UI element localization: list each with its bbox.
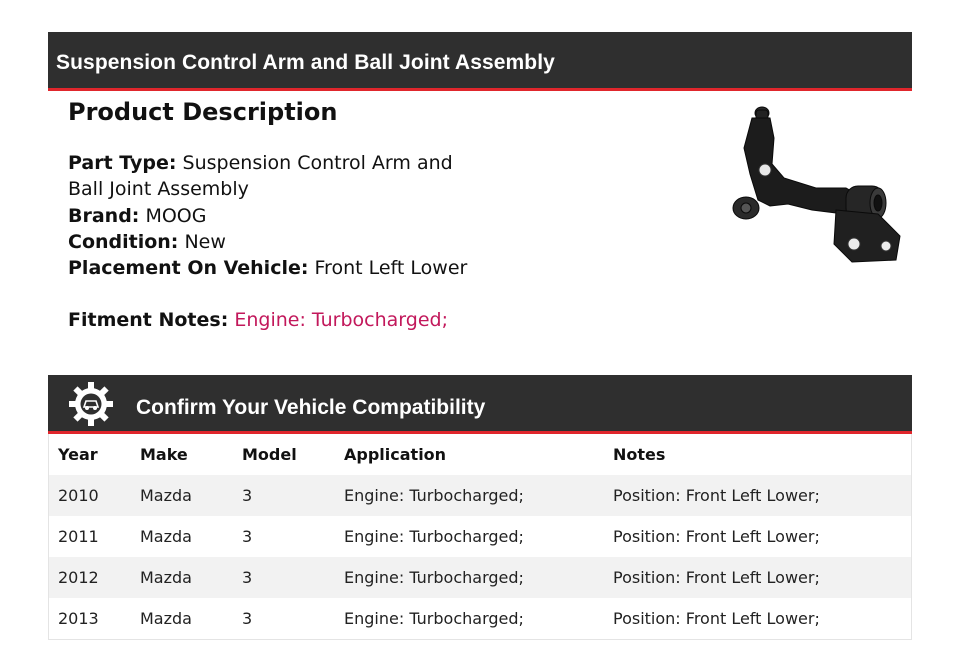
cell-notes: Position: Front Left Lower; xyxy=(604,475,912,516)
cell-year: 2012 xyxy=(49,557,132,598)
col-make: Make xyxy=(131,434,233,475)
table-row xyxy=(49,557,912,598)
cell-application: Engine: Turbocharged; xyxy=(335,516,604,557)
table-row xyxy=(49,475,912,516)
cell-year: 2010 xyxy=(49,475,132,516)
col-notes: Notes xyxy=(604,434,912,475)
cell-notes: Position: Front Left Lower; xyxy=(604,598,912,640)
fitment-label: Fitment Notes: xyxy=(68,309,229,332)
product-title-banner xyxy=(48,32,912,91)
cell-make: Mazda xyxy=(131,475,233,516)
col-year: Year xyxy=(49,434,132,475)
cell-make: Mazda xyxy=(131,557,233,598)
condition-value: New xyxy=(184,230,226,253)
spec-condition xyxy=(68,229,468,255)
part-type-label: Part Type: xyxy=(68,152,177,174)
cell-year: 2013 xyxy=(49,598,132,640)
gear-car-icon xyxy=(68,381,114,427)
cell-application: Engine: Turbocharged; xyxy=(335,598,604,640)
compatibility-table xyxy=(48,434,912,640)
brand-value: MOOG xyxy=(145,204,207,227)
cell-model: 3 xyxy=(233,557,335,598)
spec-list xyxy=(68,150,468,281)
table-row xyxy=(49,516,912,557)
compatibility-banner xyxy=(48,375,912,434)
fitment-notes xyxy=(68,307,468,333)
cell-model: 3 xyxy=(233,516,335,557)
cell-year: 2011 xyxy=(49,516,132,557)
spec-placement xyxy=(68,255,468,281)
col-model: Model xyxy=(233,434,335,475)
fitment-value: Engine: Turbocharged; xyxy=(234,309,448,332)
description-heading: Product Description xyxy=(68,98,338,126)
placement-value: Front Left Lower xyxy=(314,257,468,280)
brand-label: Brand: xyxy=(68,204,140,227)
cell-make: Mazda xyxy=(131,516,233,557)
cell-application: Engine: Turbocharged; xyxy=(335,557,604,598)
table-header-row xyxy=(49,434,912,475)
control-arm-image xyxy=(728,104,906,266)
cell-application: Engine: Turbocharged; xyxy=(335,475,604,516)
product-description xyxy=(68,96,468,333)
spec-brand xyxy=(68,203,468,229)
condition-label: Condition: xyxy=(68,230,179,253)
compatibility-title: Confirm Your Vehicle Compatibility xyxy=(136,396,486,419)
part-type-value: Suspension Control Arm and Ball Joint Assembly xyxy=(68,152,453,201)
cell-notes: Position: Front Left Lower; xyxy=(604,557,912,598)
spec-part-type xyxy=(68,150,468,203)
cell-notes: Position: Front Left Lower; xyxy=(604,516,912,557)
cell-make: Mazda xyxy=(131,598,233,640)
cell-model: 3 xyxy=(233,598,335,640)
cell-model: 3 xyxy=(233,475,335,516)
col-application: Application xyxy=(335,434,604,475)
product-title: Suspension Control Arm and Ball Joint Assembly xyxy=(56,51,555,74)
table-row xyxy=(49,598,912,640)
placement-label: Placement On Vehicle: xyxy=(68,257,309,280)
